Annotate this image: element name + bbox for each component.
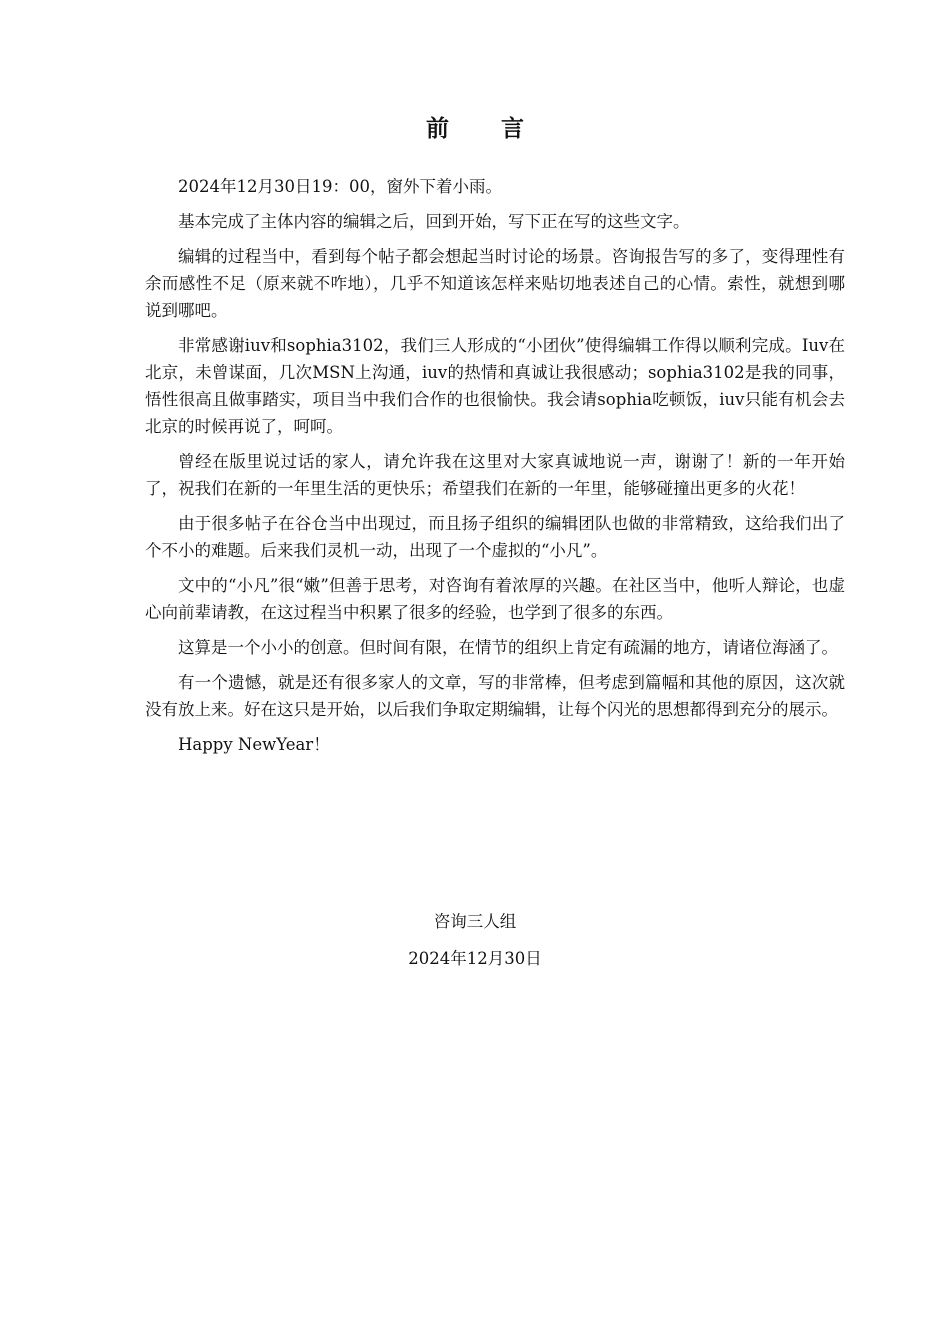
signature: 咨询三人组 xyxy=(433,912,517,931)
paragraph: 由于很多帖子在谷仓当中出现过，而且扬子组织的编辑团队也做的非常精致，这给我们出了个不小的难题。后来我们灵机一动，出现了一个虚拟的“小凡”。 xyxy=(145,514,845,560)
paragraph: 非常感谢iuv和sophia3102，我们三人形成的“小团伙”使得编辑工作得以顺利完成。Iuv在北京，未曾谋面，几次MSN上沟通，iuv的热情和真诚让我很感动；sophia3102是我的同事，悟性很高且做事踏实，项目当中我们合作的也很愉快。我会请sophia吃顿饭，iuv只能有机会去北京的时候再说了，呵呵。 xyxy=(145,336,845,436)
paragraph: 曾经在版里说过话的家人，请允许我在这里对大家真诚地说一声，谢谢了！新的一年开始了，祝我们在新的一年里生活的更快乐；希望我们在新的一年里，能够碰撞出更多的火花！ xyxy=(145,452,845,498)
signature-date: 2024年12月30日 xyxy=(408,949,542,968)
paragraph: Happy NewYear！ xyxy=(178,735,330,754)
paragraph: 这算是一个小小的创意。但时间有限，在情节的组织上肯定有疏漏的地方，请诸位海涵了。 xyxy=(178,638,838,657)
paragraph: 有一个遗憾，就是还有很多家人的文章，写的非常棒，但考虑到篇幅和其他的原因，这次就没有放上来。好在这只是开始，以后我们争取定期编辑，让每个闪光的思想都得到充分的展示。 xyxy=(145,673,845,719)
paragraph: 基本完成了主体内容的编辑之后，回到开始，写下正在写的这些文字。 xyxy=(178,212,690,231)
paragraph: 编辑的过程当中，看到每个帖子都会想起当时讨论的场景。咨询报告写的多了，变得理性有余而感性不足（原来就不咋地），几乎不知道该怎样来贴切地表述自己的心情。索性，就想到哪说到哪吧。 xyxy=(145,247,845,320)
body-text xyxy=(145,173,845,766)
page-title: 前 言 xyxy=(425,115,546,142)
paragraph: 2024年12月30日19：00，窗外下着小雨。 xyxy=(178,177,502,196)
paragraph: 文中的“小凡”很“嫩”但善于思考，对咨询有着浓厚的兴趣。在社区当中，他听人辩论，也虚心向前辈请教，在这过程当中积累了很多的经验，也学到了很多的东西。 xyxy=(145,576,845,622)
